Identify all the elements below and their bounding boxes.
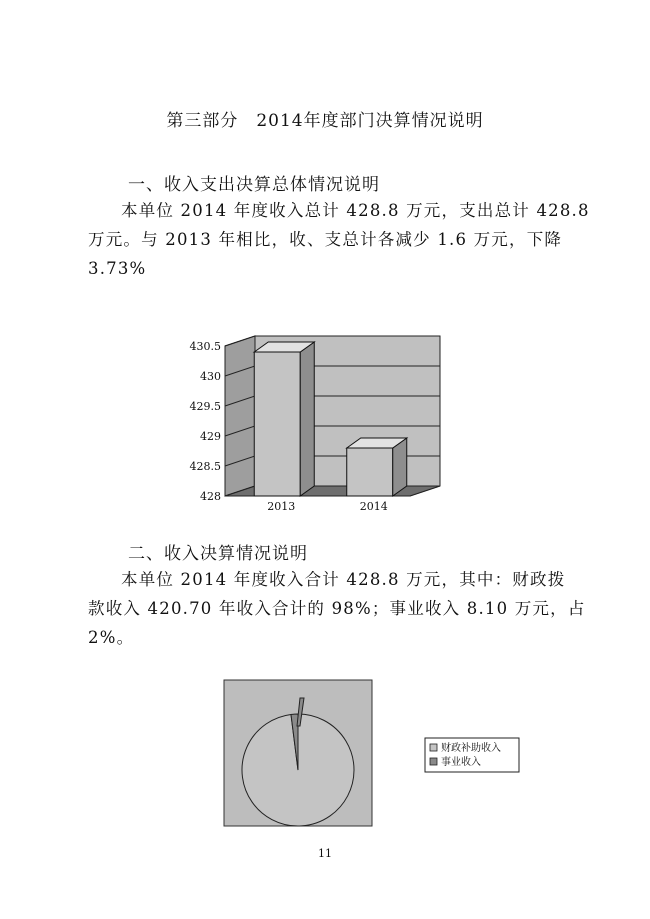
- section2-line-2: 款收入 420.70 年收入合计的 98%；事业收入 8.10 万元，占: [88, 599, 586, 618]
- section1-line-3: 3.73%: [88, 259, 147, 278]
- section2-line-1: 本单位 2014 年度收入合计 428.8 万元，其中：财政拨: [121, 570, 566, 589]
- section1-paragraph: [88, 196, 590, 283]
- section1-line-2: 万元。与 2013 年相比，收、支总计各减少 1.6 万元，下降: [88, 230, 563, 249]
- legend-label-2: 事业收入: [441, 757, 481, 768]
- x-tick-label: 2013: [267, 500, 296, 513]
- legend-label-1: 财政补助收入: [441, 743, 501, 754]
- legend-swatch-1: [430, 744, 437, 751]
- page-number: 11: [318, 847, 332, 860]
- section1-heading: 一、收入支出决算总体情况说明: [128, 175, 380, 195]
- page-title: 第三部分 2014年度部门决算情况说明: [166, 111, 484, 131]
- x-tick-label: 2014: [359, 500, 388, 513]
- bar-2014: [347, 448, 393, 496]
- y-tick-label: 429.5: [189, 400, 221, 413]
- legend-swatch-2: [430, 758, 437, 765]
- pie-chart: [222, 678, 522, 828]
- section2-heading: 二、收入决算情况说明: [128, 544, 308, 564]
- section1-line-1: 本单位 2014 年度收入总计 428.8 万元，支出总计 428.8: [121, 201, 590, 220]
- section2-line-3: 2%。: [88, 628, 135, 647]
- bar-side-2013: [300, 342, 314, 496]
- y-tick-label: 430.5: [189, 340, 221, 353]
- y-tick-label: 430: [200, 370, 221, 383]
- y-tick-label: 428.5: [189, 460, 221, 473]
- y-tick-label: 429: [200, 430, 221, 443]
- bar-chart: [180, 326, 470, 516]
- plot-side-wall: [225, 336, 255, 496]
- y-tick-label: 428: [200, 490, 221, 503]
- bar-2013: [254, 352, 300, 496]
- section2-paragraph: [88, 565, 586, 652]
